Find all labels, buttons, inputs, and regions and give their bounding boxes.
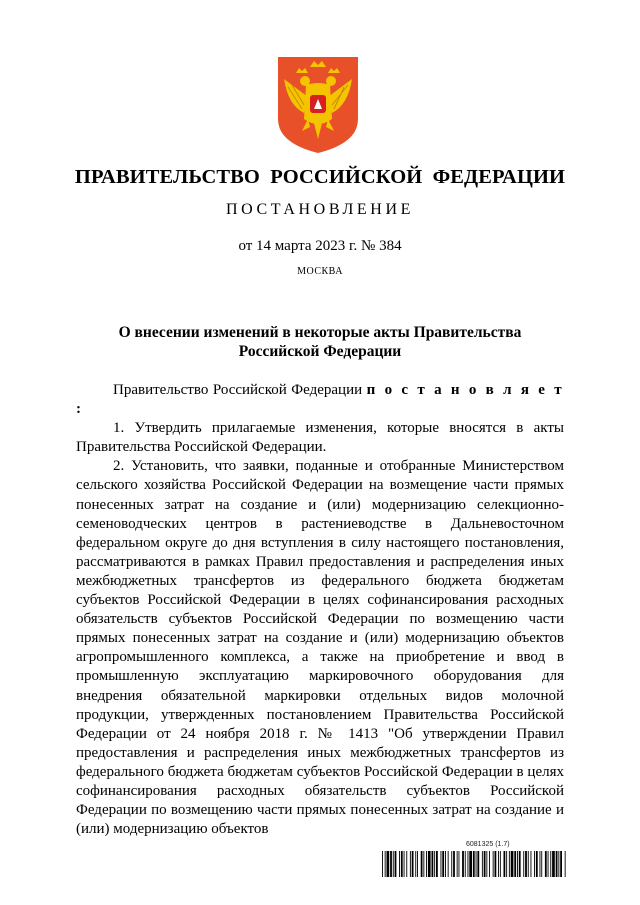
document-type: ПОСТАНОВЛЕНИЕ xyxy=(226,201,414,218)
document-code: 6081325 (1.7) xyxy=(466,841,510,848)
document-body xyxy=(76,381,564,839)
paragraph-2: 2. Установить, что заявки, поданные и отобранные Министерством сельского хозяйства Российской Федерации на возмещение части прямых понесенных затрат на создание и (или) модернизацию селекционно-семеноводческих центров в растениеводстве в Дальневосточном федеральном округе до дня вступления в силу настоящего постановления, рассматриваются в рамках Правил предоставления и распределения иных межбюджетных трансфертов из федерального бюджета бюджетам субъектов Российской Федерации в целях софинансирования расходных обязательств субъектов Российской Федерации по возмещению части прямых понесенных затрат на создание и (или) модернизацию объектов агропромышленного комплекса, а также на приобретение и ввод в промышленную эксплуатацию маркировочного оборудования для внедрения обязательной маркировки отдельных видов молочной продукции, утвержденных постановлением Правительства Российской Федерации от 24 ноября 2018 г. № 1413 "Об утверждении Правил предоставления и распределения иных межбюджетных трансфертов из федерального бюджета бюджетам субъектов Российской Федерации в целях софинансирования расходных обязательств субъектов Российской Федерации по возмещению части прямых понесенных затрат на создание и (или) модернизацию объектов xyxy=(76,458,564,838)
government-title: ПРАВИТЕЛЬСТВО РОССИЙСКОЙ ФЕДЕРАЦИИ xyxy=(74,166,566,188)
intro-prefix: Правительство Российской Федерации xyxy=(113,382,367,398)
barcode-icon xyxy=(382,851,566,877)
city: МОСКВА xyxy=(297,266,343,277)
intro-keyword: п о с т а н о в л я е т : xyxy=(76,382,564,418)
subject-line-1: О внесении изменений в некоторые акты Правительства xyxy=(118,324,522,341)
subject-line-2: Российской Федерации xyxy=(238,343,402,360)
russian-coat-of-arms-icon xyxy=(278,57,358,153)
intro-paragraph xyxy=(76,381,564,419)
document-subject xyxy=(100,323,540,361)
paragraph-1: 1. Утвердить прилагаемые изменения, которые вносятся в акты Правительства Российской Федерации. xyxy=(76,420,564,456)
date-and-number: от 14 марта 2023 г. № 384 xyxy=(238,238,402,254)
